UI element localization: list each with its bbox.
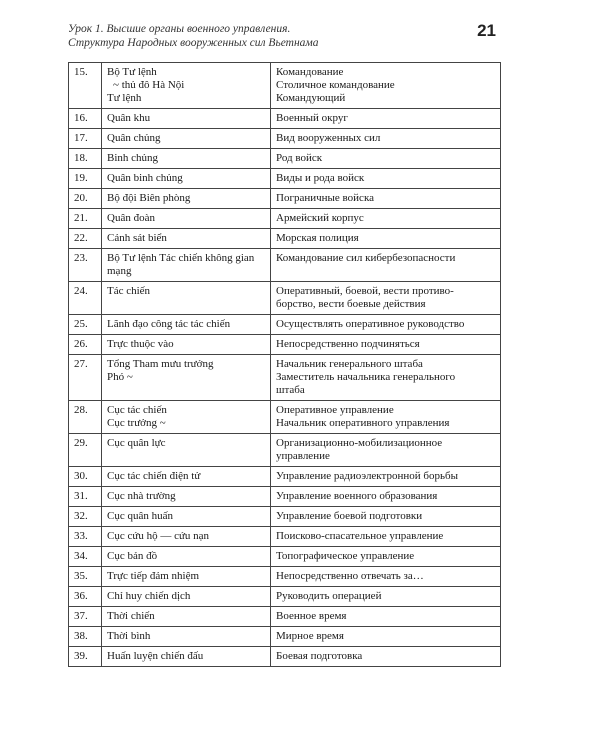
russian-translation-cell xyxy=(271,527,501,547)
vietnamese-term-cell xyxy=(102,109,271,129)
vietnamese-term: Bộ Tư lệnh Tác chiến không gian mạng xyxy=(107,252,255,277)
vietnamese-term: Bộ đội Biên phòng xyxy=(107,192,191,204)
table-row xyxy=(69,129,501,149)
row-number: 38. xyxy=(69,627,102,647)
russian-translation-cell xyxy=(271,109,501,129)
vietnamese-term-cell xyxy=(102,189,271,209)
row-number: 27. xyxy=(69,355,102,401)
table-row xyxy=(69,547,501,567)
vietnamese-term-cell xyxy=(102,507,271,527)
russian-translation-cell xyxy=(271,467,501,487)
table-row xyxy=(69,229,501,249)
russian-translation-cell xyxy=(271,169,501,189)
russian-translation: управление xyxy=(276,450,330,462)
vietnamese-term: Cục bản đồ xyxy=(107,550,158,562)
vietnamese-term-cell xyxy=(102,63,271,109)
row-number: 25. xyxy=(69,315,102,335)
vietnamese-term-cell xyxy=(102,315,271,335)
row-number: 29. xyxy=(69,434,102,467)
vietnamese-term: Trực tiếp đảm nhiệm xyxy=(107,570,200,582)
vietnamese-term-cell xyxy=(102,487,271,507)
vietnamese-term: Quân khu xyxy=(107,112,151,124)
vietnamese-term-cell xyxy=(102,355,271,401)
russian-translation: Армейский корпус xyxy=(276,212,364,224)
vietnamese-term: Cục tác chiến điện tử xyxy=(107,470,201,482)
russian-translation-cell xyxy=(271,487,501,507)
russian-translation: Морская полиция xyxy=(276,232,359,244)
russian-translation-cell xyxy=(271,282,501,315)
vietnamese-term-cell xyxy=(102,149,271,169)
vietnamese-term: Binh chủng xyxy=(107,152,159,164)
russian-translation: Поисково-спасательное управление xyxy=(276,530,444,542)
russian-translation: Управление боевой подготовки xyxy=(276,510,423,522)
row-number: 19. xyxy=(69,169,102,189)
page-number: 21 xyxy=(477,21,496,40)
vietnamese-term-cell xyxy=(102,434,271,467)
table-row xyxy=(69,209,501,229)
russian-translation: Топографическое управление xyxy=(276,550,415,562)
vietnamese-term-cell xyxy=(102,527,271,547)
row-number: 35. xyxy=(69,567,102,587)
vietnamese-term-cell xyxy=(102,567,271,587)
table-row xyxy=(69,467,501,487)
table-row xyxy=(69,149,501,169)
russian-translation-cell xyxy=(271,401,501,434)
vietnamese-term-cell xyxy=(102,229,271,249)
russian-translation: Руководить операцией xyxy=(276,590,382,602)
vietnamese-term-cell xyxy=(102,169,271,189)
row-number: 28. xyxy=(69,401,102,434)
table-row xyxy=(69,189,501,209)
row-number: 39. xyxy=(69,647,102,667)
vietnamese-term: Quân binh chủng xyxy=(107,172,183,184)
russian-translation: штаба xyxy=(276,384,305,396)
table-row xyxy=(69,647,501,667)
vietnamese-term: Cục trưởng ~ xyxy=(107,417,166,429)
table-row xyxy=(69,434,501,467)
russian-translation-cell xyxy=(271,647,501,667)
row-number: 15. xyxy=(69,63,102,109)
russian-translation: Командующий xyxy=(276,92,346,104)
table-row xyxy=(69,627,501,647)
vietnamese-term: Cục tác chiến xyxy=(107,404,167,416)
table-row xyxy=(69,282,501,315)
table-row xyxy=(69,315,501,335)
vietnamese-term: Lãnh đạo công tác tác chiến xyxy=(107,318,231,330)
table-row xyxy=(69,607,501,627)
table-row xyxy=(69,109,501,129)
vietnamese-term-cell xyxy=(102,249,271,282)
table-row xyxy=(69,587,501,607)
row-number: 21. xyxy=(69,209,102,229)
russian-translation: Начальник генерального штаба xyxy=(276,358,423,370)
russian-translation: Управление радиоэлектронной борьбы xyxy=(276,470,458,482)
row-number: 17. xyxy=(69,129,102,149)
row-number: 20. xyxy=(69,189,102,209)
vietnamese-term-cell xyxy=(102,547,271,567)
russian-translation: Организационно-мобилизационное xyxy=(276,437,443,449)
vietnamese-term: ~ thủ đô Hà Nội xyxy=(113,79,185,91)
russian-translation-cell xyxy=(271,335,501,355)
vietnamese-term-cell xyxy=(102,401,271,434)
russian-translation: Столичное командование xyxy=(276,79,395,91)
row-number: 31. xyxy=(69,487,102,507)
vietnamese-term: Cục quân huấn xyxy=(107,510,173,522)
russian-translation-cell xyxy=(271,587,501,607)
vietnamese-term-cell xyxy=(102,129,271,149)
russian-translation: Род войск xyxy=(276,152,323,164)
vietnamese-term: Quân chủng xyxy=(107,132,161,144)
russian-translation: Управление военного образования xyxy=(276,490,438,502)
russian-translation-cell xyxy=(271,567,501,587)
vietnamese-term-cell xyxy=(102,282,271,315)
russian-translation: Пограничные войска xyxy=(276,192,375,204)
row-number: 23. xyxy=(69,249,102,282)
russian-translation: Непосредственно подчиняться xyxy=(276,338,420,350)
russian-translation: Мирное время xyxy=(276,630,344,642)
russian-translation-cell xyxy=(271,315,501,335)
vietnamese-term: Cảnh sát biển xyxy=(107,232,167,244)
russian-translation-cell xyxy=(271,209,501,229)
table-row xyxy=(69,401,501,434)
row-number: 36. xyxy=(69,587,102,607)
vietnamese-term: Chỉ huy chiến dịch xyxy=(107,590,191,602)
vietnamese-term: Tư lệnh xyxy=(107,92,142,104)
vietnamese-term: Thời bình xyxy=(107,630,151,642)
table-row xyxy=(69,527,501,547)
table-row xyxy=(69,567,501,587)
russian-translation: Оперативное управление xyxy=(276,404,394,416)
table-row xyxy=(69,169,501,189)
russian-translation: борство, вести боевые действия xyxy=(276,298,426,310)
vietnamese-term: Thời chiến xyxy=(107,610,155,622)
row-number: 37. xyxy=(69,607,102,627)
row-number: 32. xyxy=(69,507,102,527)
vietnamese-term-cell xyxy=(102,607,271,627)
russian-translation: Военное время xyxy=(276,610,347,622)
russian-translation: Командование xyxy=(276,66,344,78)
vietnamese-term-cell xyxy=(102,467,271,487)
table-row xyxy=(69,507,501,527)
vietnamese-term: Cục quân lực xyxy=(107,437,166,449)
russian-translation-cell xyxy=(271,189,501,209)
header-lesson-subtitle: Структура Народных вооруженных сил Вьетнама xyxy=(68,37,319,49)
table-row xyxy=(69,487,501,507)
row-number: 24. xyxy=(69,282,102,315)
russian-translation: Командование сил кибербезопасности xyxy=(276,252,456,264)
vietnamese-term: Huấn luyện chiến đấu xyxy=(107,650,204,662)
vietnamese-term-cell xyxy=(102,647,271,667)
table-row xyxy=(69,63,501,109)
vietnamese-term: Quân đoàn xyxy=(107,212,155,224)
russian-translation: Оперативный, боевой, вести противо- xyxy=(276,285,454,297)
row-number: 22. xyxy=(69,229,102,249)
table-row xyxy=(69,249,501,282)
vietnamese-term: Tổng Tham mưu trưởng xyxy=(107,358,214,370)
row-number: 34. xyxy=(69,547,102,567)
russian-translation-cell xyxy=(271,63,501,109)
running-header xyxy=(68,22,538,50)
table-row xyxy=(69,335,501,355)
vietnamese-term: Phó ~ xyxy=(107,371,133,383)
vietnamese-term-cell xyxy=(102,587,271,607)
russian-translation-cell xyxy=(271,149,501,169)
vocabulary-table xyxy=(68,62,501,667)
russian-translation: Заместитель начальника генерального xyxy=(276,371,456,383)
russian-translation: Вид вооруженных сил xyxy=(276,132,381,144)
russian-translation: Начальник оперативного управления xyxy=(276,417,450,429)
russian-translation: Виды и рода войск xyxy=(276,172,365,184)
russian-translation-cell xyxy=(271,607,501,627)
vietnamese-term: Cục nhà trường xyxy=(107,490,176,502)
row-number: 16. xyxy=(69,109,102,129)
vietnamese-term: Bộ Tư lệnh xyxy=(107,66,157,78)
row-number: 26. xyxy=(69,335,102,355)
russian-translation: Непосредственно отвечать за… xyxy=(276,570,424,582)
russian-translation-cell xyxy=(271,129,501,149)
row-number: 33. xyxy=(69,527,102,547)
row-number: 30. xyxy=(69,467,102,487)
vietnamese-term: Cục cứu hộ — cứu nạn xyxy=(107,530,210,542)
header-lesson-title: Урок 1. Высшие органы военного управления. xyxy=(68,23,291,35)
russian-translation: Осуществлять оперативное руководство xyxy=(276,318,465,330)
russian-translation-cell xyxy=(271,355,501,401)
russian-translation: Военный округ xyxy=(276,112,348,124)
russian-translation-cell xyxy=(271,507,501,527)
russian-translation-cell xyxy=(271,547,501,567)
vietnamese-term-cell xyxy=(102,209,271,229)
russian-translation-cell xyxy=(271,249,501,282)
vocabulary-table-body xyxy=(69,63,501,667)
russian-translation-cell xyxy=(271,229,501,249)
russian-translation-cell xyxy=(271,627,501,647)
vietnamese-term-cell xyxy=(102,335,271,355)
vietnamese-term-cell xyxy=(102,627,271,647)
table-row xyxy=(69,355,501,401)
vietnamese-term: Tác chiến xyxy=(107,285,151,297)
row-number: 18. xyxy=(69,149,102,169)
vietnamese-term: Trực thuộc vào xyxy=(107,338,174,350)
russian-translation: Боевая подготовка xyxy=(276,650,363,662)
russian-translation-cell xyxy=(271,434,501,467)
